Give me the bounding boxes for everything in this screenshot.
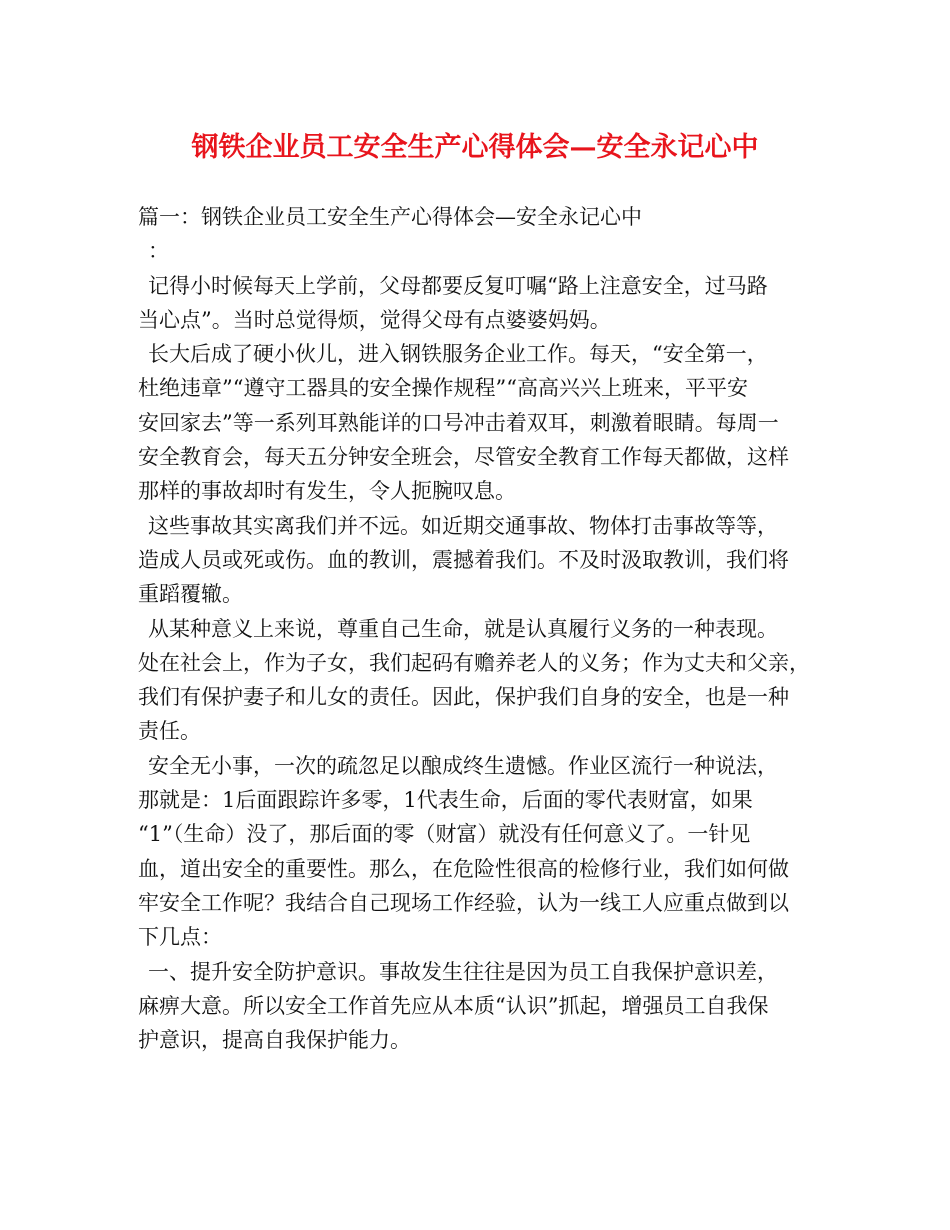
text-line: 安回家去”等一系列耳熟能详的口号冲击着双耳，刺激着眼睛。每周一 [138, 410, 779, 435]
paragraph-start: 记得小时候每天上学前，父母都要反复叮嘱“路上注意安全，过马路 [148, 273, 768, 298]
text-line: 责任。 [138, 719, 201, 744]
text-line: 麻痹大意。所以安全工作首先应从本质“认识”抓起，增强员工自我保 [138, 993, 769, 1018]
paragraph-start: 安全无小事，一次的疏忽足以酿成终生遗憾。作业区流行一种说法， [148, 753, 778, 778]
text-line: 我们有保护妻子和儿女的责任。因此，保护我们自身的安全，也是一种 [138, 685, 789, 710]
text-line: 处在社会上，作为子女，我们起码有赡养老人的义务；作为丈夫和父亲， [138, 650, 810, 675]
text-line: 血，道出安全的重要性。那么，在危险性很高的检修行业，我们如何做 [138, 856, 789, 881]
document-title: 钢铁企业员工安全生产心得体会—安全永记心中 [191, 132, 759, 163]
text-line: 那样的事故却时有发生，令人扼腕叹息。 [138, 479, 516, 504]
text-line: 当心点”。当时总觉得烦，觉得父母有点婆婆妈妈。 [138, 307, 611, 332]
text-line: 杜绝违章”“遵守工器具的安全操作规程”“高高兴兴上班来，平平安 [138, 376, 748, 401]
text-line: 那就是：1后面跟踪许多零，1代表生命，后面的零代表财富，如果 [138, 788, 753, 813]
paragraph-start: 从某种意义上来说，尊重自己生命，就是认真履行义务的一种表现。 [148, 616, 778, 641]
text-line: 安全教育会，每天五分钟安全班会，尽管安全教育工作每天都做，这样 [138, 445, 789, 470]
paragraph-start: 长大后成了硬小伙儿，进入钢铁服务企业工作。每天，“安全第一， [148, 342, 768, 367]
text-line: ： [148, 239, 169, 264]
text-line: 护意识，提高自我保护能力。 [138, 1028, 411, 1053]
text-line: 下几点： [138, 925, 222, 950]
paragraph-start: 一、提升安全防护意识。事故发生往往是因为员工自我保护意识差， [148, 959, 778, 984]
text-line: 造成人员或死或伤。血的教训，震撼着我们。不及时汲取教训，我们将 [138, 547, 789, 572]
text-line: 牢安全工作呢？我结合自己现场工作经验，认为一线工人应重点做到以 [138, 890, 789, 915]
section-heading: 篇一：钢铁企业员工安全生产心得体会—安全永记心中 [138, 205, 642, 229]
document-body [138, 200, 818, 1057]
paragraph-start: 这些事故其实离我们并不远。如近期交通事故、物体打击事故等等， [148, 513, 778, 538]
text-line: 重蹈覆辙。 [138, 582, 243, 607]
text-line: “1”（生命）没了，那后面的零（财富）就没有任何意义了。一针见 [138, 822, 751, 847]
